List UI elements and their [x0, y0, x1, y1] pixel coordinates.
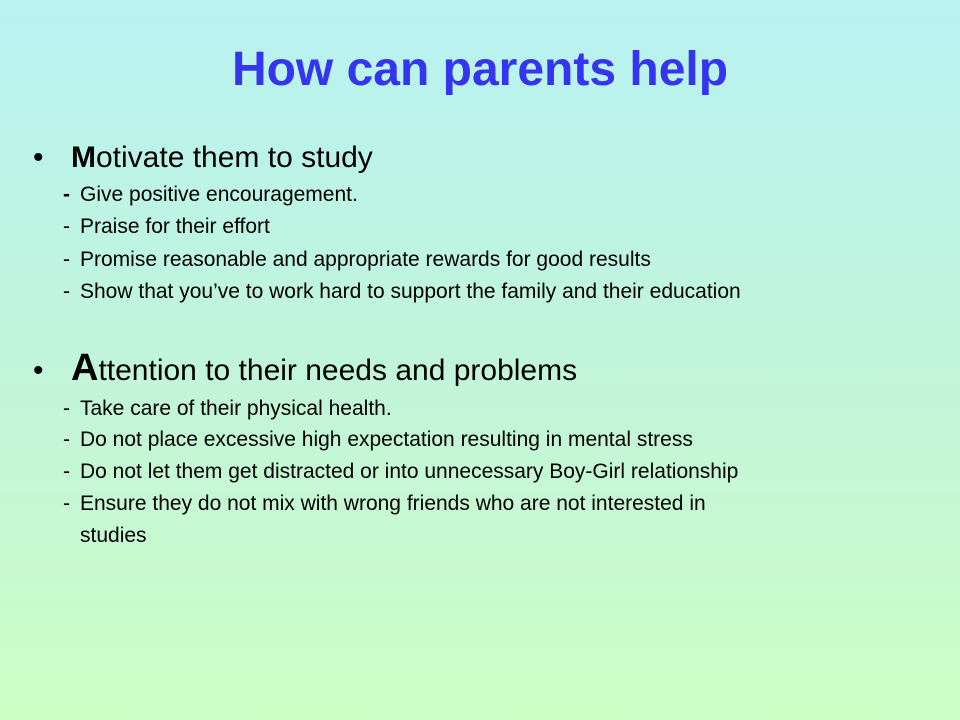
bullet-text: otivate them to study: [96, 141, 373, 174]
dash: -: [63, 460, 70, 483]
sub-item-text: Ensure they do not mix with wrong friends who are not interested in: [80, 492, 706, 515]
dash: -: [63, 397, 70, 420]
sub-item-text: Take care of their physical health.: [80, 397, 392, 420]
sub-item: [63, 394, 392, 424]
sub-item: [63, 277, 741, 307]
sub-item: [63, 489, 706, 519]
sub-item-text: Show that you’ve to work hard to support the family and their education: [80, 280, 741, 303]
bullet-initial: M: [71, 141, 96, 174]
dash: -: [63, 215, 70, 238]
dash: -: [63, 248, 70, 271]
sub-item: [63, 212, 270, 242]
bullet-dot: •: [33, 141, 44, 174]
sub-item: [63, 457, 738, 487]
slide-title: How can parents help: [231, 43, 729, 96]
dash: -: [63, 428, 70, 451]
sub-item: [63, 245, 651, 275]
bullet-dot: •: [33, 354, 44, 387]
sub-item-text: Do not let them get distracted or into unnecessary Boy-Girl relationship: [80, 460, 739, 483]
bullet-initial: A: [71, 347, 99, 389]
sub-item-continuation: studies: [80, 524, 147, 547]
sub-item-text: Give positive encouragement.: [80, 183, 358, 206]
sub-item-text: Praise for their effort: [80, 215, 270, 238]
sub-item-text: Promise reasonable and appropriate rewards for good results: [80, 248, 651, 271]
bullet-text: ttention to their needs and problems: [98, 354, 578, 387]
bullet-attention: [33, 347, 578, 389]
dash: -: [63, 183, 70, 206]
sub-item: [63, 180, 358, 210]
dash: -: [63, 280, 70, 303]
dash: -: [63, 492, 70, 515]
sub-item-text: Do not place excessive high expectation resulting in mental stress: [80, 428, 693, 451]
bullet-motivate: [33, 140, 373, 176]
sub-item: [63, 425, 693, 455]
